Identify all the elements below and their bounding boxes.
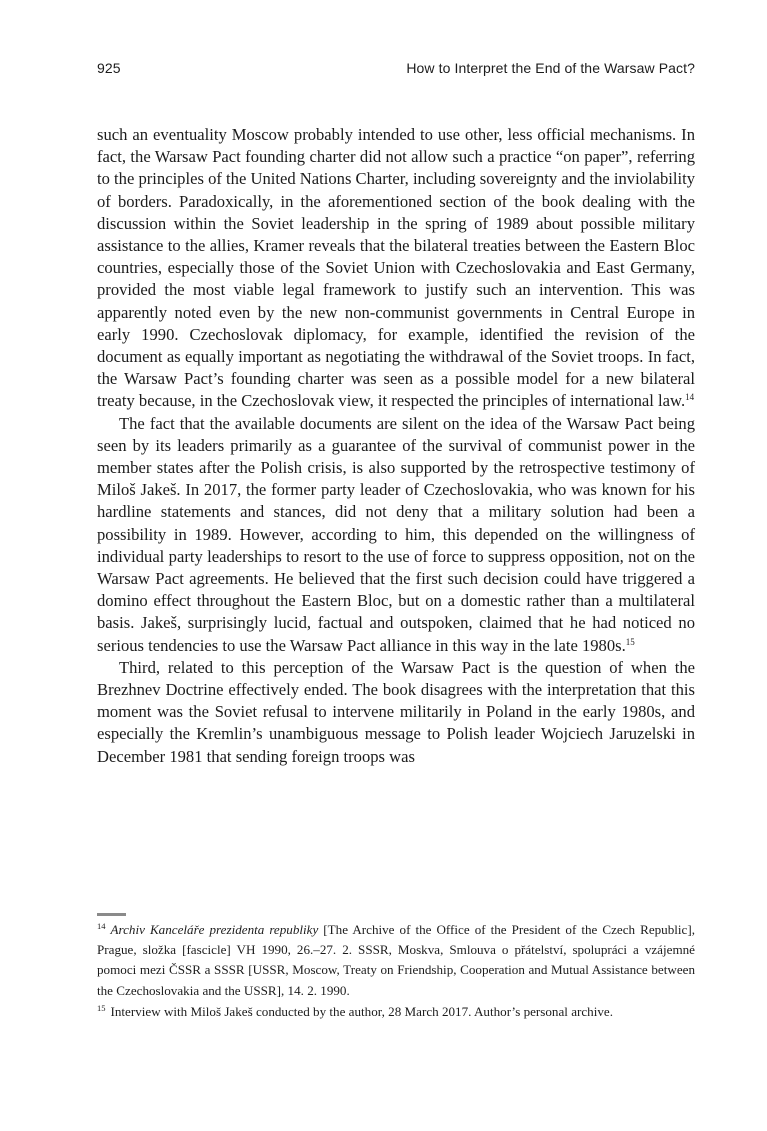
paragraph-text: The fact that the available documents are silent on the idea of the Warsaw Pact being seen by its leaders primarily as a guarantee of the survival of communist power in the member states after the Polish crisis, is also supported by the retrospective testimony of Miloš Jakeš. In 2017, the former party leader of Czechoslovakia, who was known for his hardline statements and stances, did not deny that a military solution had been a possibility in 1989. However, according to him, this depended on the willingness of individual party leaderships to resort to the use of force to suppress opposition, not on the Warsaw Pact agreements. He believed that the first such decision could have triggered a domino effect throughout the Eastern Bloc, but on a domestic rather than a multilateral basis. Jakeš, surprisingly lucid, factual and outspoken, claimed that he had noticed no serious tendencies to use the Warsaw Pact alliance in this way in the late 1980s.	[97, 413, 695, 655]
footnotes	[97, 920, 695, 1023]
page-number: 925	[97, 60, 121, 76]
footnote-number: 15	[97, 1002, 106, 1013]
footnote	[97, 1002, 695, 1022]
footnote	[97, 920, 695, 1001]
footnote-reference[interactable]: 15	[625, 636, 635, 647]
footnote-number: 14	[97, 921, 106, 931]
footnote-separator	[97, 913, 126, 916]
main-text	[97, 124, 695, 768]
paragraph	[97, 657, 695, 768]
paragraph	[97, 413, 695, 657]
footnote-reference[interactable]: 14	[685, 392, 695, 403]
running-title: How to Interpret the End of the Warsaw Pact?	[406, 60, 695, 76]
footnote-text: Interview with Miloš Jakeš conducted by the author, 28 March 2017. Author’s personal archive.	[110, 1003, 613, 1019]
paragraph-text: such an eventuality Moscow probably intended to use other, less official mechanisms. In fact, the Warsaw Pact founding charter did not allow such a practice “on paper”, referring to the principles of the United Nations Charter, including sovereignty and the inviolability of borders. Paradoxically, in the aforementioned section of the book dealing with the discussion within the Soviet leadership in the spring of 1989 about possible military assistance to the allies, Kramer reveals that the bilateral treaties between the Eastern Bloc countries, especially those of the Soviet Union with Czechoslovakia and East Germany, provided the most viable legal framework to justify such an intervention. This was apparently noted even by the new non-communist governments in Central Europe in early 1990. Czechoslovak diplomacy, for example, identified the revision of the document as equally important as negotiating the withdrawal of the Soviet troops. In fact, the Warsaw Pact’s founding charter was seen as a possible model for a new bilateral treaty because, in the Czechoslovak view, it respected the principles of international law.	[97, 125, 695, 411]
running-head	[97, 60, 695, 82]
footnote-text: [The Archive of the Office of the President of the Czech Republic], Prague, složka [fascicle] VH 1990, 26.–27. 2. SSSR, Moskva, Smlouva o přátelství, spolupráci a vzájemné pomoci mezi ČSSR a SSSR [USSR, Moscow, Treaty on Friendship, Cooperation and Mutual Assistance between the Czechoslovakia and the USSR], 14. 2. 1990.	[97, 922, 695, 998]
footnote-italic-title: Archiv Kanceláře prezidenta republiky	[110, 922, 319, 937]
paragraph	[97, 124, 695, 413]
paragraph-text: Third, related to this perception of the Warsaw Pact is the question of when the Brezhnev Doctrine effectively ended. The book disagrees with the interpretation that this moment was the Soviet refusal to intervene militarily in Poland in the early 1980s, and especially the Kremlin’s unambiguous message to Polish leader Wojciech Jaruzelski in December 1981 that sending foreign troops was	[97, 657, 695, 766]
